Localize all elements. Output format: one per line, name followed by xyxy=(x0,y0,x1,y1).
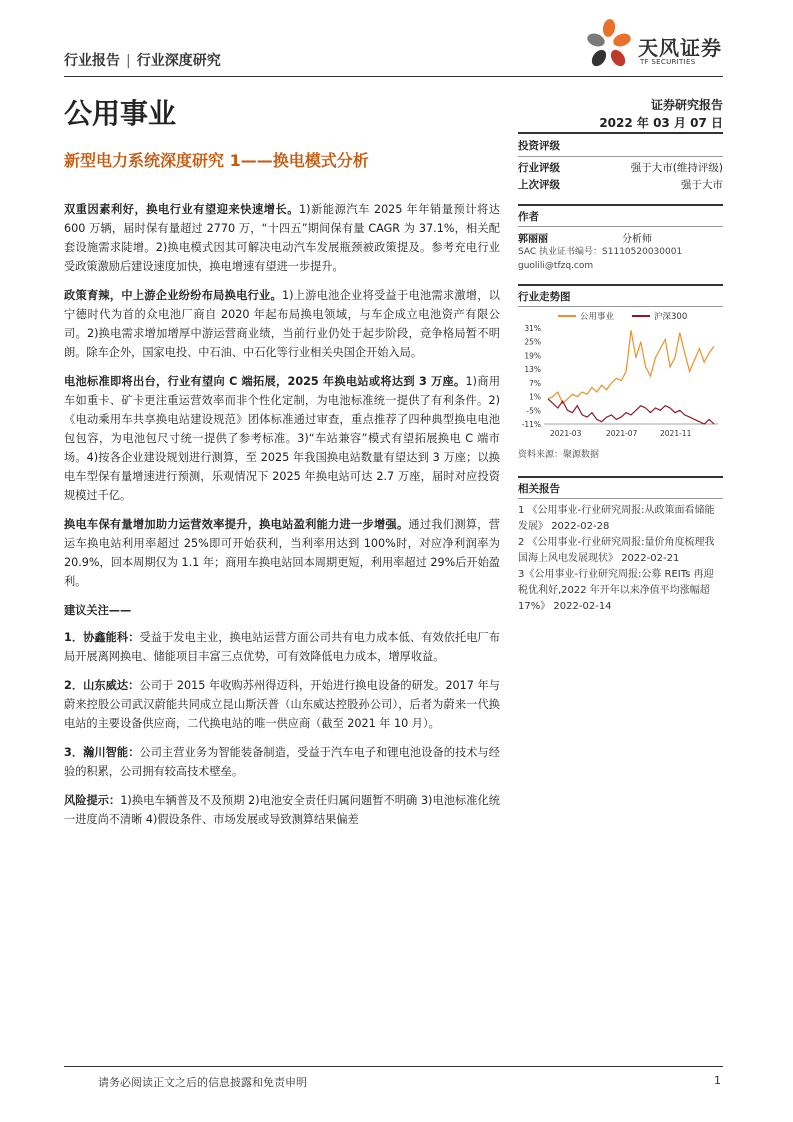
trend-title: 行业走势图 xyxy=(518,291,571,303)
x-tick-label: 2021-03 xyxy=(550,429,582,438)
related-item[interactable] xyxy=(518,503,723,535)
prev-rating-label: 上次评级 xyxy=(518,179,560,191)
logo-icon xyxy=(584,18,634,72)
divider xyxy=(518,284,723,286)
logo-name: 天风证券 xyxy=(638,36,722,60)
paragraph-lead: 电池标准即将出台，行业有望向 C 端拓展，2025 年换电站或将达到 3 万座。 xyxy=(64,375,466,388)
category-separator: | xyxy=(126,53,131,69)
logo-petals xyxy=(585,18,632,69)
trend-chart xyxy=(518,308,723,444)
company-name: 3．瀚川智能： xyxy=(64,746,140,759)
company-paragraph xyxy=(64,743,500,781)
chart-source: 资料来源：聚源数据 xyxy=(518,450,600,460)
related-item-text: 2 《公用事业-行业研究周报:量价角度梳理我国海上风电发展现状》 xyxy=(518,537,715,564)
suggest-label: 建议关注—— xyxy=(64,604,132,617)
y-tick-label: 13% xyxy=(524,365,541,375)
author-row xyxy=(518,230,723,245)
legend-label: 沪深300 xyxy=(654,312,688,322)
logo-english: TF SECURITIES xyxy=(640,58,696,66)
prev-rating-value: 强于大市 xyxy=(681,179,723,191)
risk-paragraph xyxy=(64,791,500,829)
related-item[interactable] xyxy=(518,535,723,567)
divider xyxy=(518,498,723,499)
company-paragraph xyxy=(64,676,500,733)
risk-text: 1)换电车辆普及不及预期 2)电池安全责任归属问题暂不明确 3)电池标准化统一进度尚不清晰 4)假设条件、市场发展或导致测算结果偏差 xyxy=(64,794,500,826)
body-paragraph xyxy=(64,372,500,505)
paragraph-lead: 政策育辣，中上游企业纷纷布局换电行业。 xyxy=(64,289,282,302)
author-title: 作者 xyxy=(518,211,539,223)
sector-title: 公用事业 xyxy=(64,97,177,130)
y-tick-label: 31% xyxy=(524,324,541,333)
body-paragraph xyxy=(64,515,500,591)
paragraph-lead: 换电车保有量增加助力运营效率提升，换电站盈利能力进一步增强。 xyxy=(64,518,409,531)
company-name: 2．山东威达： xyxy=(64,679,140,692)
body-paragraph xyxy=(64,286,500,362)
company-text: 公司于 2015 年收购苏州得迈科，开始进行换电设备的研发。2017 年与蔚来控股公司武汉蔚能共同成立昆山斯沃普（山东威达控股孙公司），后者为蔚来一代换电站的主要设备供应商，二代换电站的唯一供应商（截至 2021 年 10 月）。 xyxy=(64,679,500,730)
company-text: 公司主营业务为智能装备制造，受益于汽车电子和锂电池设备的技术与经验的积累，公司拥有较高技术壁垒。 xyxy=(64,746,500,778)
series-line xyxy=(548,399,714,424)
risk-label: 风险提示： xyxy=(64,794,121,807)
paragraph-lead: 双重因素利好，换电行业有望迎来快速增长。 xyxy=(64,203,300,216)
author-role: 分析师 xyxy=(622,234,652,245)
related-item-date: 2022-02-21 xyxy=(621,553,680,564)
industry-rating-label: 行业评级 xyxy=(518,162,560,174)
paragraph-text: 1)上游电池企业将受益于电池需求激增，以宁德时代为首的众电池厂商自 2020 年起布局换电领域，与车企成立电池资产有限公司。2)换电需求增加增厚中游运营商业绩，当前行业仍处于起步阶段，竞争格局暂不明朗。除车企外，国家电投、中石油、中石化等行业相关央国企开始入局。 xyxy=(64,289,500,359)
related-item-text: 1 《公用事业-行业研究周报:从政策面看储能发展》 xyxy=(518,505,715,532)
company-name: 1．协鑫能科： xyxy=(64,631,140,644)
report-type: 证券研究报告 xyxy=(650,98,723,112)
divider xyxy=(518,226,723,227)
related-item-date: 2022-02-28 xyxy=(551,521,610,532)
legend-label: 公用事业 xyxy=(580,312,615,322)
prev-rating-row xyxy=(518,177,723,194)
y-tick-label: 19% xyxy=(524,351,541,361)
company-paragraph xyxy=(64,628,500,666)
sidebar-rating xyxy=(518,132,723,194)
paragraph-text: 通过我们测算，营运车换电站利用率超过 25%即可开始获利，当利率用达到 100%时，对应净利润率为 20.9%，回本周期仅为 1.1 年；商用车换电站回本周期更短，利用率超过 29%后开始盈利。 xyxy=(64,518,500,588)
header-category xyxy=(64,50,221,70)
sidebar-trend xyxy=(518,284,723,307)
industry-rating-value: 强于大市(维持评级) xyxy=(630,162,723,174)
divider xyxy=(518,156,723,157)
related-item[interactable] xyxy=(518,567,723,615)
x-tick-label: 2021-11 xyxy=(660,429,692,438)
footer-rule xyxy=(64,1066,723,1067)
y-tick-label: 7% xyxy=(529,378,541,388)
x-tick-label: 2021-07 xyxy=(606,429,638,438)
footer-disclaimer: 请务必阅读正文之后的信息披露和免责申明 xyxy=(98,1076,307,1089)
company-text: 受益于发电主业，换电站运营方面公司共有电力成本低、有效依托电厂布局开展离网换电、储能项目丰富三点优势，可有效降低电力成本，增厚收益。 xyxy=(64,631,500,663)
y-tick-label: -5% xyxy=(526,406,541,416)
author-cert: SAC 执业证书编号：S1110520030001 xyxy=(518,247,683,257)
series-line xyxy=(548,330,714,403)
subcategory-label: 行业深度研究 xyxy=(136,53,221,69)
y-tick-label: 25% xyxy=(524,337,541,347)
category-label: 行业报告 xyxy=(64,53,120,69)
y-tick-label: -11% xyxy=(521,420,541,429)
author-name: 郭丽丽 xyxy=(518,234,548,245)
paragraph-text: 1)新能源汽车 2025 年年销量预计将达 600 万辆，届时保有量超过 2770 万，“十四五”期间保有量 CAGR 为 37.1%，相关配套设施需求陡增。2)换电模式因其可解决电动汽车发展瓶颈被政策提及。参考充电行业受政策激励后建设速度加快，换电增速有望进一步提升。 xyxy=(64,203,500,273)
header-rule xyxy=(64,76,723,77)
rating-title: 投资评级 xyxy=(518,140,560,152)
page-number: 1 xyxy=(714,1074,721,1087)
divider xyxy=(518,306,723,307)
industry-rating-row xyxy=(518,160,723,177)
report-title: 新型电力系统深度研究 1——换电模式分析 xyxy=(64,151,369,170)
sidebar-author xyxy=(518,204,723,273)
sidebar-related xyxy=(518,476,723,615)
related-title: 相关报告 xyxy=(518,483,560,495)
author-email[interactable]: guolili@tfzq.com xyxy=(518,261,594,271)
related-item-text: 3《公用事业-行业研究周报:公募 REITs 再迎税优利好,2022 年开年以来净值平均涨幅超 17%》 xyxy=(518,569,714,612)
body-paragraph xyxy=(64,200,500,276)
paragraph-text: 1)商用车如重卡、矿卡更注重运营效率而非个性化定制，为电池标准统一提供了有利条件。2)《电动乘用车共享换电站建设规范》团体标准通过审查，重点推荐了四种典型换电电池包包容，为电池包尺寸统一提供了参考标准。3)“车站兼容”模式有望拓展换电 C 端市场。4)按各企业建设规划进行测算，至 2025 年我国换电站数量有望达到 3 万座；以换电车型保有量增速进行预测，乐观情况下 2025 年换电站可达 2.7 万座，届时对应投资规模过千亿。 xyxy=(64,375,501,502)
y-tick-label: 1% xyxy=(529,392,541,402)
report-date: 2022 年 03 月 07 日 xyxy=(599,116,723,130)
main-body xyxy=(64,200,500,839)
divider xyxy=(518,132,723,134)
related-item-date: 2022-02-14 xyxy=(553,601,612,612)
divider xyxy=(518,476,723,478)
divider xyxy=(518,204,723,206)
